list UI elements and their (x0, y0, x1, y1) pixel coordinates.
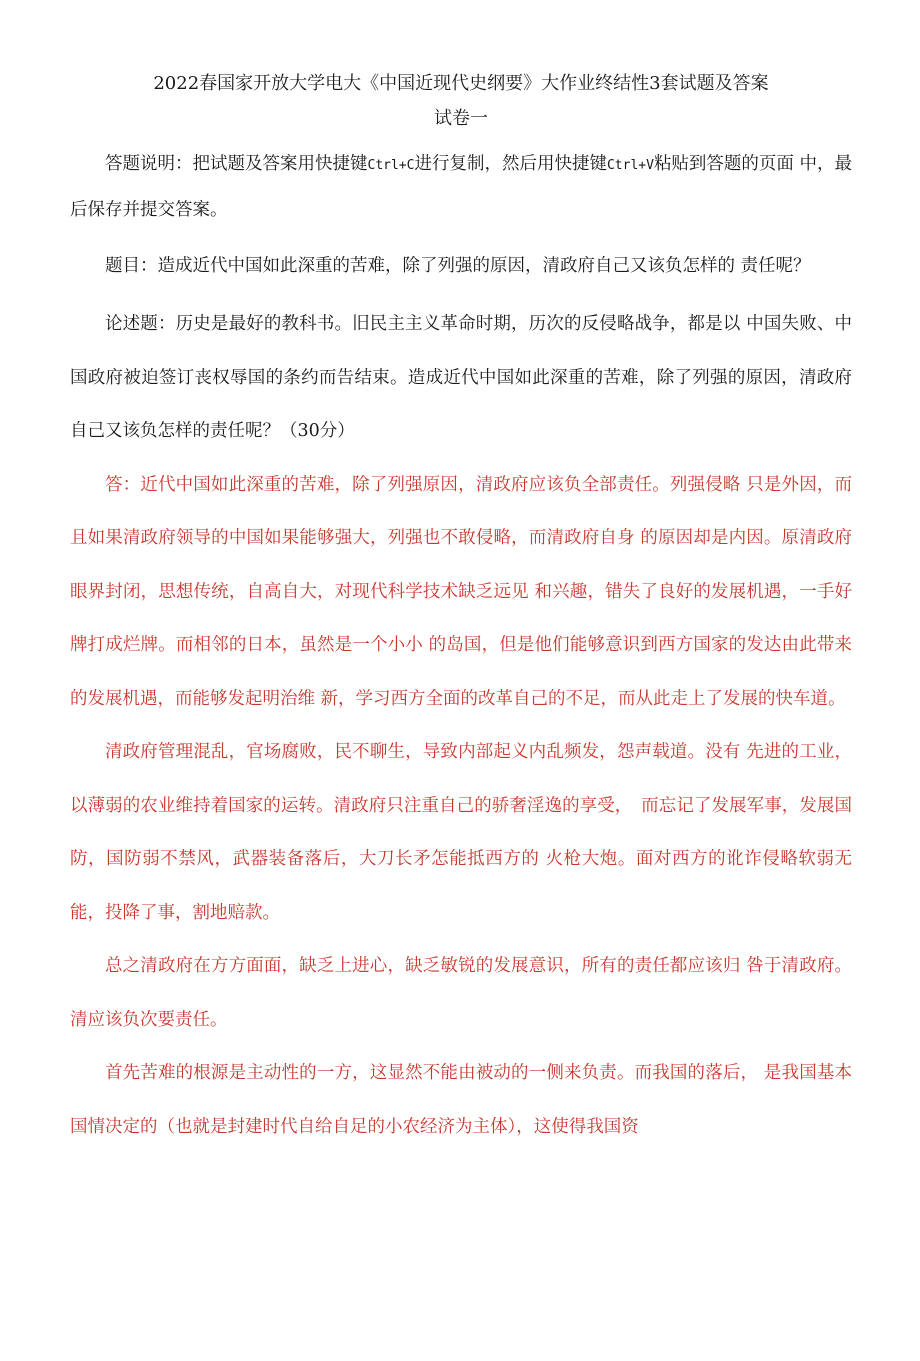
paper-subtitle: 试卷一 (434, 108, 488, 129)
answer-paragraph-2: 清政府管理混乱，官场腐败，民不聊生，导致内部起义内乱频发，怨声载道。没有 先进的工业，以薄弱的农业维持着国家的运转。清政府只注重自己的骄奢淫逸的享受， 而忘记了发展军事，发展国防，国防弱不禁风，武器装备落后，大刀长矛怎能抵西方的 火枪大炮。面对西方的讹诈侵略软弱无能，投降了事，割地赔款。 (70, 742, 852, 923)
instruction-text-1: 答题说明：把试题及答案用快捷键 (105, 154, 368, 174)
answer-paragraph-1: 答：近代中国如此深重的苦难，除了列强原因，清政府应该负全部责任。列强侵略 只是外因，而且如果清政府领导的中国如果能够强大，列强也不敢侵略，而清政府自身 的原因却是内因。原清政府眼界封闭，思想传统，自高自大，对现代科学技术缺乏远见 和兴趣，错失了良好的发展机遇，一手好牌打成烂牌。而相邻的日本，虽然是一个小小 的岛国，但是他们能够意识到西方国家的发达由此带来的发展机遇，而能够发起明治维 新，学习西方全面的改革自己的不足，而从此走上了发展的快车道。 (70, 474, 852, 709)
question-prompt: 题目：造成近代中国如此深重的苦难，除了列强的原因，清政府自己又该负怎样的 责任呢？ (105, 256, 811, 276)
paste-shortcut: Ctrl+V (606, 158, 654, 173)
document-page (70, 66, 852, 1154)
answer-instructions (70, 142, 852, 232)
instruction-text-2: 进行复制，然后用快捷键 (414, 154, 607, 174)
essay-question: 论述题：历史是最好的教科书。旧民主主义革命时期，历次的反侵略战争，都是以 中国失败、中国政府被迫签订丧权辱国的条约而告结束。造成近代中国如此深重的苦难，除了列强的原因，清政府自己又该负怎样的责任呢？（30分） (70, 314, 852, 441)
document-title: 2022春国家开放大学电大《中国近现代史纲要》大作业终结性3套试题及答案 (153, 73, 769, 94)
instruction-text-3: 粘贴到答题的页面 中，最后保存并提交答案。 (70, 154, 852, 220)
answer-paragraph-4: 首先苦难的根源是主动性的一方，这显然不能由被动的一侧来负责。而我国的落后， 是我国基本国情决定的（也就是封建时代自给自足的小农经济为主体），这使得我国资 (70, 1063, 852, 1137)
copy-shortcut: Ctrl+C (367, 158, 415, 173)
answer-paragraph-3: 总之清政府在方方面面，缺乏上进心，缺乏敏锐的发展意识，所有的责任都应该归 咎于清政府。清应该负次要责任。 (70, 956, 852, 1030)
